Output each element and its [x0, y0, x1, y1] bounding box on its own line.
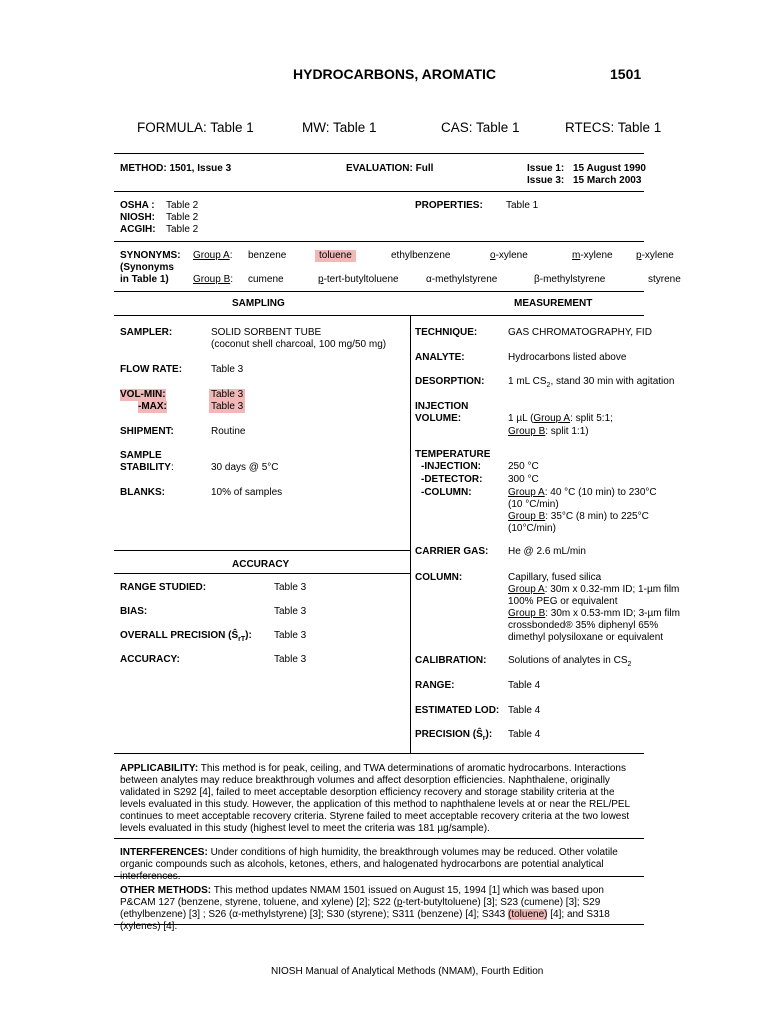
temperature-label: TEMPERATURE [415, 449, 491, 460]
sample-stability-label: SAMPLE [120, 450, 162, 461]
temp-injection-label: -INJECTION: [421, 461, 481, 472]
issue1-date: 15 August 1990 [573, 163, 646, 174]
analyte-value: Hydrocarbons listed above [508, 352, 627, 363]
synonym-benzene: benzene [248, 250, 287, 261]
column-group-a: Group A: 30m x 0.32-mm ID; 1-µm film [508, 584, 680, 595]
properties-value: Table 1 [506, 200, 539, 211]
other-methods-paragraph: OTHER METHODS: This method updates NMAM 1501 issued on August 15, 1994 [1] which was based upon P&CAM 127 (benzene, styrene, toluene, and xylene) [2]; S22 (p-tert-butyltoluene) [3]; S23 (cumene) [3]; S29 (ethylbenzene) [3] ; S26 (α-methylstyrene) [3]; S30 (styrene); S311 (benzene) [4]; S343 (toluene) [4]; and S318 (xylenes) [4]. [120, 885, 610, 932]
overall-precision-value: Table 3 [274, 630, 307, 641]
osha-label: OSHA : [120, 200, 155, 211]
overall-precision-label: OVERALL PRECISION $(Ŝ_{rT})$: [120, 630, 252, 643]
range-value: Table 4 [508, 680, 541, 691]
rule [114, 573, 410, 574]
niosh-value: Table 2 [166, 212, 199, 223]
synonyms-label-3: in Table 1) [120, 274, 169, 285]
method-id: METHOD: 1501, Issue 3 [120, 163, 232, 174]
column-group-b-2: crossbonded® 35% diphenyl 65% [508, 620, 659, 631]
shipment-value: Routine [211, 426, 246, 437]
rule [114, 191, 644, 192]
desorption-label: DESORPTION: [415, 376, 485, 387]
blanks-label: BLANKS: [120, 487, 165, 498]
osha-value: Table 2 [166, 200, 199, 211]
technique-value: GAS CHROMATOGRAPHY, FID [508, 327, 652, 338]
injection-volume-value: 1 µL (Group A: split 5:1; [508, 413, 613, 424]
vol-max-label: -MAX: [138, 401, 167, 412]
sampler-label: SAMPLER: [120, 327, 173, 338]
niosh-label: NIOSH: [120, 212, 155, 223]
rule [114, 753, 644, 754]
column-group-a-2: 100% PEG or equivalent [508, 596, 618, 607]
group-b-label: Group B: [193, 274, 234, 285]
issue1-label: Issue 1: [527, 163, 565, 174]
rule [114, 153, 644, 154]
sampler-value-2: (coconut shell charcoal, 100 mg/50 mg) [211, 339, 387, 350]
rule [114, 315, 644, 316]
estimated-lod-label: ESTIMATED LOD: [415, 705, 500, 716]
temp-detector-label: -DETECTOR: [421, 474, 483, 485]
synonym-o-xylene: o-xylene [490, 250, 528, 261]
rule [114, 550, 410, 551]
temp-column-group-a-rate: (10 °C/min) [508, 499, 559, 510]
flow-rate-value: Table 3 [211, 364, 244, 375]
section-measurement: MEASUREMENT [514, 298, 593, 309]
section-sampling: SAMPLING [232, 298, 285, 309]
desorption-value: 1 mL $CS_2$, stand 30 min with agitation [508, 376, 675, 389]
range-studied-value: Table 3 [274, 582, 307, 593]
temp-column-group-b-rate: (10°C/min) [508, 523, 556, 534]
synonyms-label: SYNONYMS: [120, 250, 181, 261]
rule [114, 291, 644, 292]
carrier-gas-label: CARRIER GAS: [415, 546, 489, 557]
vol-max-value: Table 3 [211, 401, 244, 412]
temp-column-group-b: Group B: 35°C (8 min) to 225°C [508, 511, 649, 522]
vol-min-value: Table 3 [211, 389, 244, 400]
calibration-label: CALIBRATION: [415, 655, 487, 666]
group-a-label: Group A: [193, 250, 233, 261]
accuracy-value: Table 3 [274, 654, 307, 665]
document-title: HYDROCARBONS, AROMATIC [293, 66, 496, 82]
temp-detector-value: 300 °C [508, 474, 539, 485]
synonym-ethylbenzene: ethylbenzene [391, 250, 451, 261]
sampler-value: SOLID SORBENT TUBE [211, 327, 322, 338]
footer: NIOSH Manual of Analytical Methods (NMAM), Fourth Edition [271, 966, 544, 977]
range-studied-label: RANGE STUDIED: [120, 582, 207, 593]
method-number: 1501 [610, 66, 642, 82]
synonyms-label-2: (Synonyms [120, 262, 174, 273]
acgih-label: ACGIH: [120, 224, 156, 235]
analyte-label: ANALYTE: [415, 352, 465, 363]
calibration-value: Solutions of analytes in $CS_2$ [508, 655, 632, 668]
vol-min-label: VOL-MIN: [120, 389, 166, 400]
blanks-value: 10% of samples [211, 487, 283, 498]
shipment-label: SHIPMENT: [120, 426, 174, 437]
injection-volume-label: INJECTION [415, 401, 469, 412]
temp-injection-value: 250 °C [508, 461, 539, 472]
range-label: RANGE: [415, 680, 455, 691]
molecular-weight: MW: Table 1 [302, 120, 377, 135]
temp-column-group-a: Group A: 40 °C (10 min) to 230°C [508, 487, 657, 498]
synonym-beta-methylstyrene: β-methylstyrene [534, 274, 606, 285]
bias-label: BIAS: [120, 606, 148, 617]
column-divider [410, 315, 411, 753]
accuracy-label: ACCURACY: [120, 654, 180, 665]
column-value: Capillary, fused silica [508, 572, 602, 583]
rtecs-number: RTECS: Table 1 [565, 120, 662, 135]
column-label: COLUMN: [415, 572, 463, 583]
synonym-toluene: toluene [315, 250, 356, 262]
synonym-p-xylene: p-xylene [636, 250, 674, 261]
carrier-gas-value: He @ 2.6 mL/min [508, 546, 586, 557]
synonym-alpha-methylstyrene: α-methylstyrene [426, 274, 498, 285]
synonym-p-tert-butyltoluene: p-tert-butyltoluene [318, 274, 399, 285]
applicability-paragraph: APPLICABILITY: This method is for peak, ceiling, and TWA determinations of aromatic hydrocarbons. Interactions between analytes may reduce breakthrough volumes and affect desorption efficiencies. Naphthalene, originally validated in S292 [4], failed to meet acceptable desorption efficiency recovery and storage stability criteria at the levels evaluated in this study. However, the application of this method to naphthalene levels at or near the REL/PEL continues to meet acceptable recovery criteria. Styrene failed to meet acceptable recovery criteria at the two lowest levels evaluated in this study (highest level to meet the criteria was 181 µg/sample). [120, 763, 630, 834]
estimated-lod-value: Table 4 [508, 705, 541, 716]
synonym-styrene: styrene [648, 274, 681, 285]
bias-value: Table 3 [274, 606, 307, 617]
sample-stability-label-2: STABILITY: [120, 462, 174, 473]
injection-volume-value-2: Group B: split 1:1) [508, 426, 589, 437]
interferences-paragraph: INTERFERENCES: Under conditions of high humidity, the breakthrough volumes may be reduced. Other volatile organic compounds such as alcohols, ketones, ethers, and halogenated hydrocarbons are potential analytical interferences. [120, 847, 618, 882]
cas-number: CAS: Table 1 [441, 120, 520, 135]
technique-label: TECHNIQUE: [415, 327, 478, 338]
toluene-highlight: (toluene) [508, 909, 548, 920]
flow-rate-label: FLOW RATE: [120, 364, 183, 375]
column-group-b-3: dimethyl polysiloxane or equivalent [508, 632, 664, 643]
formula: FORMULA: Table 1 [137, 120, 254, 135]
acgih-value: Table 2 [166, 224, 199, 235]
issue3-date: 15 March 2003 [573, 175, 642, 186]
sample-stability-value: 30 days @ 5°C [211, 462, 279, 473]
precision-value: Table 4 [508, 729, 541, 740]
rule [114, 241, 644, 242]
section-accuracy: ACCURACY [232, 559, 290, 570]
temp-column-label: -COLUMN: [421, 487, 472, 498]
injection-volume-label-2: VOLUME: [415, 413, 462, 424]
precision-label: PRECISION $(Ŝ_r)$: [415, 729, 493, 742]
synonym-cumene: cumene [248, 274, 284, 285]
synonym-m-xylene: m-xylene [572, 250, 613, 261]
evaluation: EVALUATION: Full [346, 163, 434, 174]
column-group-b: Group B: 30m x 0.53-mm ID; 3-µm film [508, 608, 680, 619]
issue3-label: Issue 3: [527, 175, 565, 186]
properties-label: PROPERTIES: [415, 200, 483, 211]
rule [114, 838, 644, 839]
